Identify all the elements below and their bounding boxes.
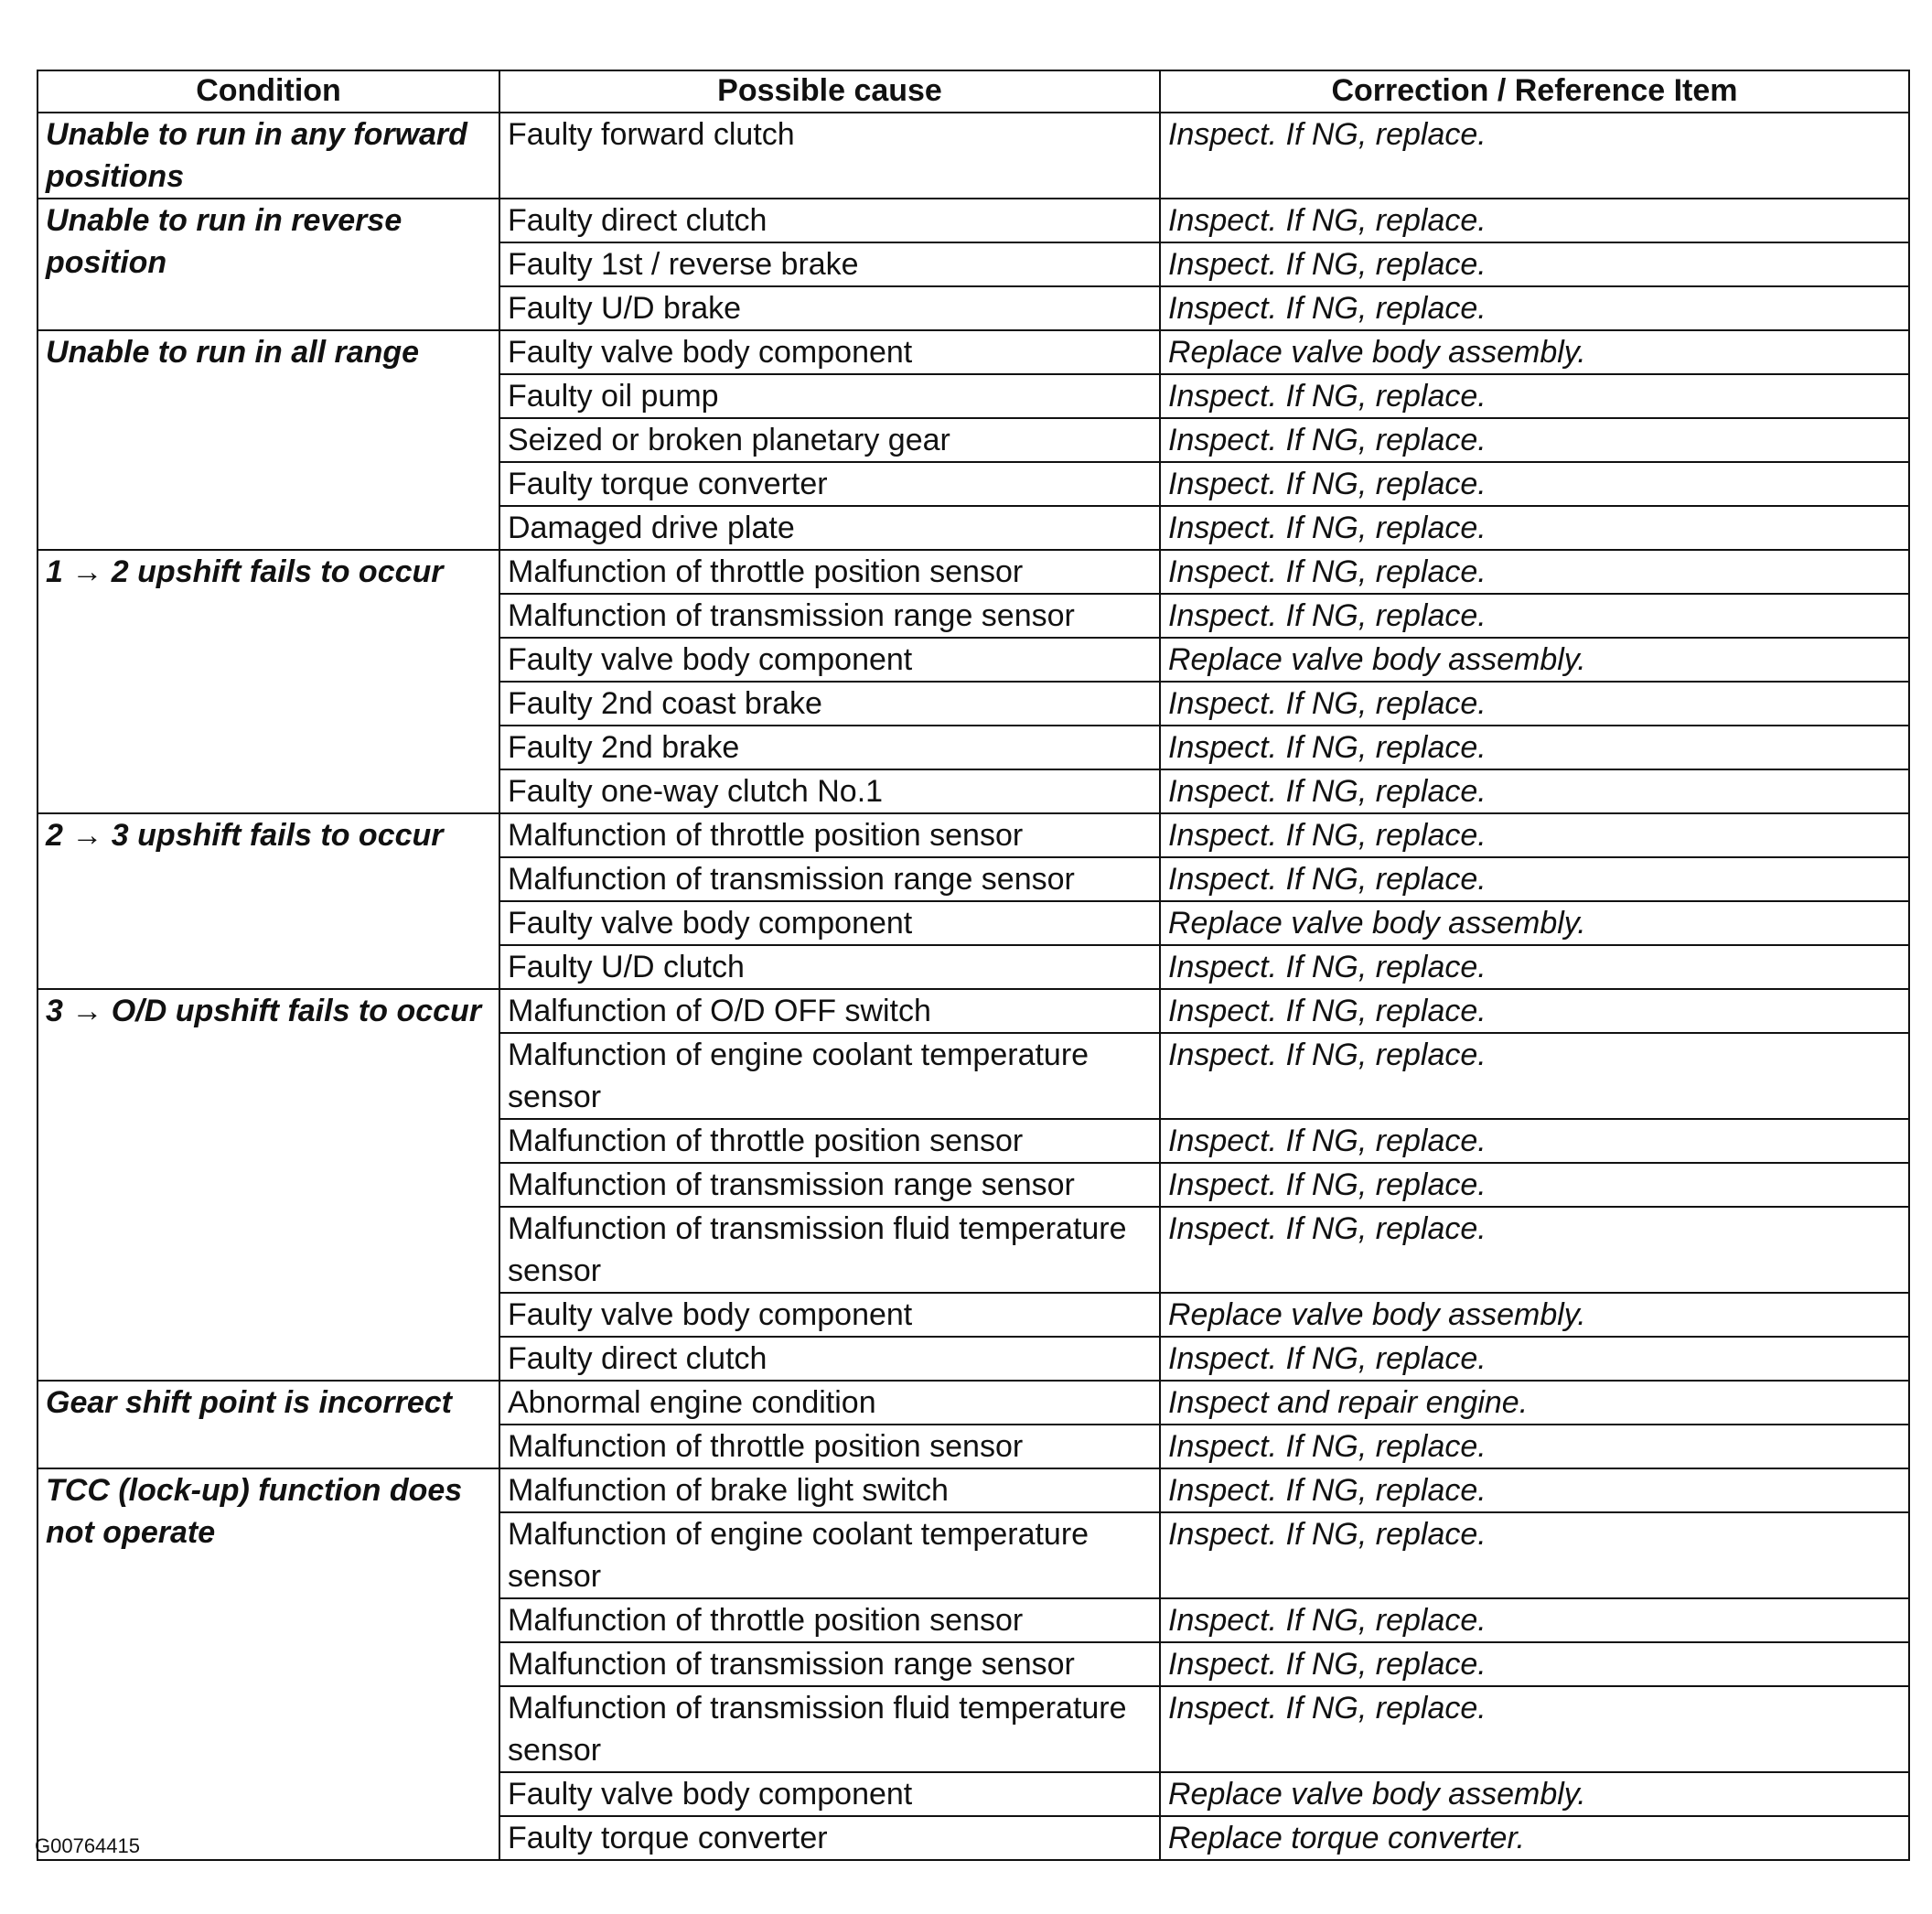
correction-cell: Inspect. If NG, replace. bbox=[1160, 682, 1909, 726]
possible-cause-cell: Malfunction of transmission range sensor bbox=[499, 1163, 1160, 1207]
header-correction: Correction / Reference Item bbox=[1160, 70, 1909, 113]
correction-cell: Inspect. If NG, replace. bbox=[1160, 418, 1909, 462]
possible-cause-cell: Faulty direct clutch bbox=[499, 199, 1160, 242]
condition-cell: Gear shift point is incorrect bbox=[38, 1381, 499, 1468]
possible-cause-cell: Malfunction of transmission fluid temperature sensor bbox=[499, 1686, 1160, 1772]
correction-cell: Inspect. If NG, replace. bbox=[1160, 242, 1909, 286]
possible-cause-cell: Faulty valve body component bbox=[499, 1293, 1160, 1337]
possible-cause-cell: Faulty forward clutch bbox=[499, 113, 1160, 199]
possible-cause-cell: Malfunction of transmission fluid temperature sensor bbox=[499, 1207, 1160, 1293]
correction-cell: Inspect. If NG, replace. bbox=[1160, 1033, 1909, 1119]
possible-cause-cell: Abnormal engine condition bbox=[499, 1381, 1160, 1425]
possible-cause-cell: Malfunction of throttle position sensor bbox=[499, 1425, 1160, 1468]
table-row bbox=[38, 550, 1909, 594]
possible-cause-cell: Faulty 2nd brake bbox=[499, 726, 1160, 769]
correction-cell: Inspect. If NG, replace. bbox=[1160, 594, 1909, 638]
correction-cell: Inspect. If NG, replace. bbox=[1160, 1163, 1909, 1207]
possible-cause-cell: Malfunction of transmission range sensor bbox=[499, 594, 1160, 638]
possible-cause-cell: Faulty U/D clutch bbox=[499, 945, 1160, 989]
possible-cause-cell: Faulty valve body component bbox=[499, 1772, 1160, 1816]
possible-cause-cell: Malfunction of engine coolant temperature sensor bbox=[499, 1033, 1160, 1119]
possible-cause-cell: Seized or broken planetary gear bbox=[499, 418, 1160, 462]
correction-cell: Inspect. If NG, replace. bbox=[1160, 199, 1909, 242]
correction-cell: Inspect. If NG, replace. bbox=[1160, 286, 1909, 330]
possible-cause-cell: Malfunction of throttle position sensor bbox=[499, 1119, 1160, 1163]
table-body bbox=[38, 113, 1909, 1860]
possible-cause-cell: Faulty U/D brake bbox=[499, 286, 1160, 330]
condition-cell: Unable to run in any forward positions bbox=[38, 113, 499, 199]
table-row bbox=[38, 1468, 1909, 1512]
possible-cause-cell: Faulty oil pump bbox=[499, 374, 1160, 418]
table-row bbox=[38, 199, 1909, 242]
correction-cell: Inspect. If NG, replace. bbox=[1160, 462, 1909, 506]
troubleshooting-table-container bbox=[37, 70, 1908, 1861]
correction-cell: Inspect. If NG, replace. bbox=[1160, 813, 1909, 857]
possible-cause-cell: Faulty valve body component bbox=[499, 330, 1160, 374]
correction-cell: Inspect. If NG, replace. bbox=[1160, 1598, 1909, 1642]
possible-cause-cell: Malfunction of O/D OFF switch bbox=[499, 989, 1160, 1033]
condition-cell: 1 → 2 upshift fails to occur bbox=[38, 550, 499, 813]
correction-cell: Inspect. If NG, replace. bbox=[1160, 1119, 1909, 1163]
table-row bbox=[38, 989, 1909, 1033]
table-row bbox=[38, 1381, 1909, 1425]
correction-cell: Inspect. If NG, replace. bbox=[1160, 506, 1909, 550]
correction-cell: Inspect. If NG, replace. bbox=[1160, 726, 1909, 769]
correction-cell: Inspect. If NG, replace. bbox=[1160, 1642, 1909, 1686]
possible-cause-cell: Faulty one-way clutch No.1 bbox=[499, 769, 1160, 813]
possible-cause-cell: Malfunction of engine coolant temperature sensor bbox=[499, 1512, 1160, 1598]
possible-cause-cell: Faulty torque converter bbox=[499, 1816, 1160, 1860]
header-possible-cause: Possible cause bbox=[499, 70, 1160, 113]
correction-cell: Inspect. If NG, replace. bbox=[1160, 1207, 1909, 1293]
condition-cell: 2 → 3 upshift fails to occur bbox=[38, 813, 499, 989]
possible-cause-cell: Faulty valve body component bbox=[499, 638, 1160, 682]
possible-cause-cell: Malfunction of throttle position sensor bbox=[499, 550, 1160, 594]
correction-cell: Inspect. If NG, replace. bbox=[1160, 113, 1909, 199]
possible-cause-cell: Damaged drive plate bbox=[499, 506, 1160, 550]
condition-cell: Unable to run in all range bbox=[38, 330, 499, 550]
correction-cell: Replace valve body assembly. bbox=[1160, 1772, 1909, 1816]
correction-cell: Inspect. If NG, replace. bbox=[1160, 550, 1909, 594]
correction-cell: Inspect. If NG, replace. bbox=[1160, 769, 1909, 813]
possible-cause-cell: Faulty direct clutch bbox=[499, 1337, 1160, 1381]
possible-cause-cell: Faulty 2nd coast brake bbox=[499, 682, 1160, 726]
troubleshooting-table bbox=[37, 70, 1910, 1861]
correction-cell: Inspect. If NG, replace. bbox=[1160, 1512, 1909, 1598]
correction-cell: Inspect. If NG, replace. bbox=[1160, 1468, 1909, 1512]
table-row bbox=[38, 813, 1909, 857]
correction-cell: Inspect. If NG, replace. bbox=[1160, 857, 1909, 901]
possible-cause-cell: Malfunction of transmission range sensor bbox=[499, 857, 1160, 901]
header-row bbox=[38, 70, 1909, 113]
correction-cell: Replace valve body assembly. bbox=[1160, 1293, 1909, 1337]
correction-cell: Inspect. If NG, replace. bbox=[1160, 945, 1909, 989]
possible-cause-cell: Malfunction of transmission range sensor bbox=[499, 1642, 1160, 1686]
condition-cell: Unable to run in reverse position bbox=[38, 199, 499, 330]
correction-cell: Inspect. If NG, replace. bbox=[1160, 374, 1909, 418]
correction-cell: Inspect. If NG, replace. bbox=[1160, 1425, 1909, 1468]
possible-cause-cell: Faulty torque converter bbox=[499, 462, 1160, 506]
possible-cause-cell: Malfunction of throttle position sensor bbox=[499, 1598, 1160, 1642]
correction-cell: Replace valve body assembly. bbox=[1160, 330, 1909, 374]
correction-cell: Inspect. If NG, replace. bbox=[1160, 1686, 1909, 1772]
header-condition: Condition bbox=[38, 70, 499, 113]
table-row bbox=[38, 113, 1909, 199]
correction-cell: Replace torque converter. bbox=[1160, 1816, 1909, 1860]
table-row bbox=[38, 330, 1909, 374]
correction-cell: Inspect and repair engine. bbox=[1160, 1381, 1909, 1425]
possible-cause-cell: Malfunction of brake light switch bbox=[499, 1468, 1160, 1512]
condition-cell: TCC (lock-up) function does not operate bbox=[38, 1468, 499, 1860]
condition-cell: 3 → O/D upshift fails to occur bbox=[38, 989, 499, 1381]
possible-cause-cell: Malfunction of throttle position sensor bbox=[499, 813, 1160, 857]
correction-cell: Inspect. If NG, replace. bbox=[1160, 1337, 1909, 1381]
correction-cell: Inspect. If NG, replace. bbox=[1160, 989, 1909, 1033]
correction-cell: Replace valve body assembly. bbox=[1160, 638, 1909, 682]
correction-cell: Replace valve body assembly. bbox=[1160, 901, 1909, 945]
figure-id: G00764415 bbox=[35, 1834, 140, 1857]
possible-cause-cell: Faulty 1st / reverse brake bbox=[499, 242, 1160, 286]
possible-cause-cell: Faulty valve body component bbox=[499, 901, 1160, 945]
